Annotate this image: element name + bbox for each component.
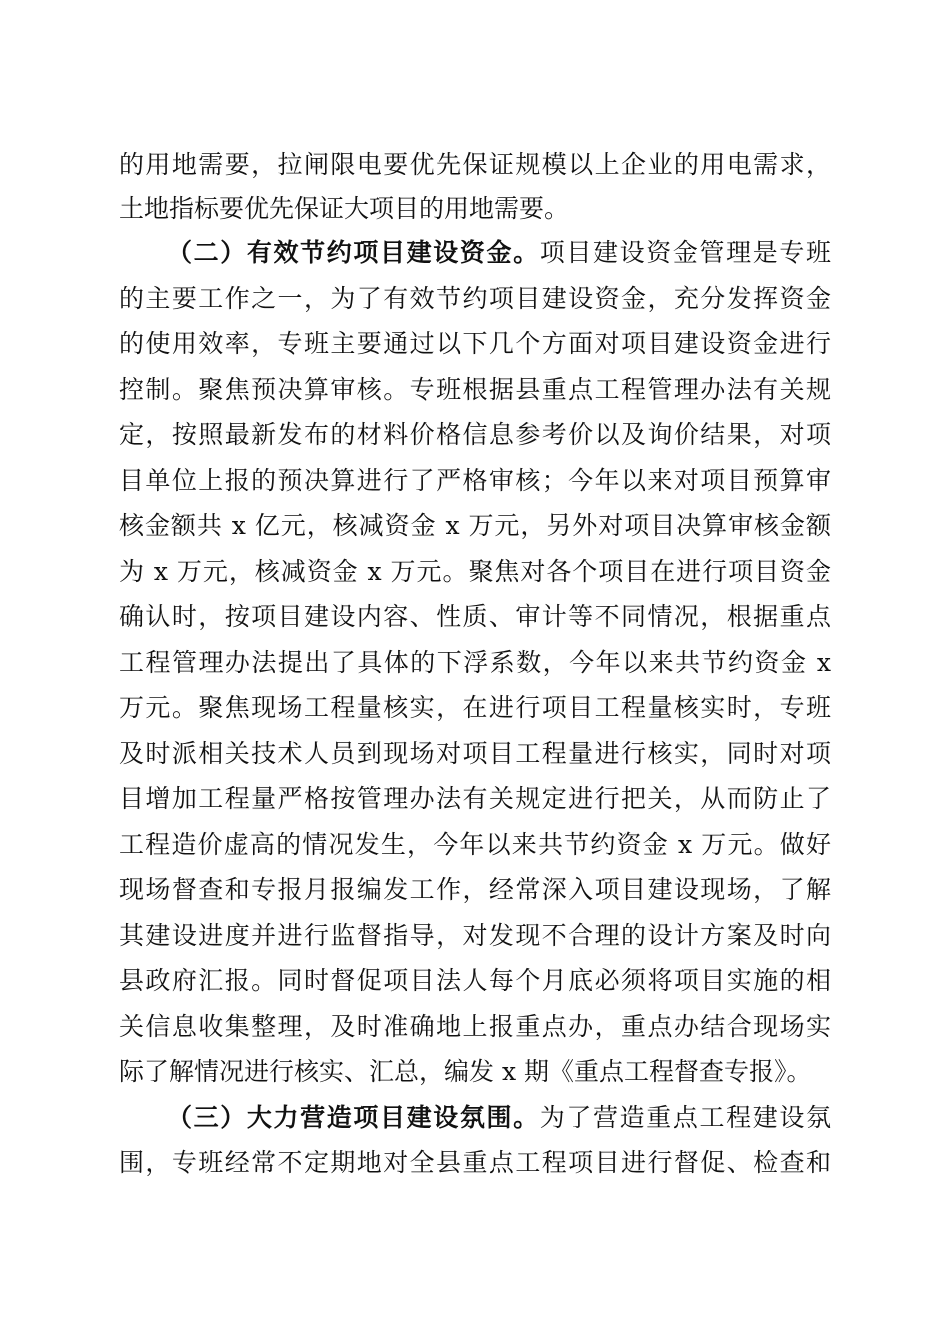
section-2-heading: （二）有效节约项目建设资金。 (167, 238, 540, 267)
text-line: 关信息收集整理，及时准确地上报重点办，重点办结合现场实 (119, 1012, 831, 1041)
section-2-text: 项目建设资金管理是专班 (539, 238, 831, 267)
text-line: 定，按照最新发布的材料价格信息参考价以及询价结果，对项 (119, 420, 831, 449)
text-line: 控制。聚焦预决算审核。专班根据县重点工程管理办法有关规 (119, 375, 831, 404)
text-line: 工程造价虚高的情况发生，今年以来共节约资金 x 万元。做好 (119, 830, 831, 859)
text-line: 万元。聚焦现场工程量核实，在进行项目工程量核实时，专班 (119, 693, 831, 722)
text-line: 核金额共 x 亿元，核减资金 x 万元，另外对项目决算审核金额 (119, 511, 831, 540)
section-3-text: 为了营造重点工程建设氛 (539, 1103, 831, 1132)
text-line: 现场督查和专报月报编发工作，经常深入项目建设现场，了解 (119, 875, 831, 904)
text-line: 其建设进度并进行监督指导，对发现不合理的设计方案及时向 (119, 921, 831, 950)
text-line: 目单位上报的预决算进行了严格审核；今年以来对项目预算审 (119, 466, 831, 495)
section-2-first-line (167, 233, 831, 273)
text-line: 目增加工程量严格按管理办法有关规定进行把关，从而防止了 (119, 784, 831, 813)
text-line: 土地指标要优先保证大项目的用地需要。 (119, 194, 570, 223)
text-line: 县政府汇报。同时督促项目法人每个月底必须将项目实施的相 (119, 966, 831, 995)
section-3-first-line (167, 1098, 831, 1138)
text-line: 及时派相关技术人员到现场对项目工程量进行核实，同时对项 (119, 739, 831, 768)
text-line: 的主要工作之一，为了有效节约项目建设资金，充分发挥资金 (119, 284, 831, 313)
text-line: 确认时，按项目建设内容、性质、审计等不同情况，根据重点 (119, 602, 831, 631)
text-line: 工程管理办法提出了具体的下浮系数，今年以来共节约资金 x (119, 648, 831, 677)
text-line: 为 x 万元，核减资金 x 万元。聚焦对各个项目在进行项目资金 (119, 557, 831, 586)
text-line: 的用地需要，拉闸限电要优先保证规模以上企业的用电需求， (119, 150, 831, 179)
text-line: 际了解情况进行核实、汇总，编发 x 期《重点工程督查专报》。 (119, 1057, 812, 1086)
text-line: 的使用效率，专班主要通过以下几个方面对项目建设资金进行 (119, 329, 831, 358)
section-3-heading: （三）大力营造项目建设氛围。 (167, 1103, 540, 1132)
text-line: 围，专班经常不定期地对全县重点工程项目进行督促、检查和 (119, 1148, 831, 1177)
